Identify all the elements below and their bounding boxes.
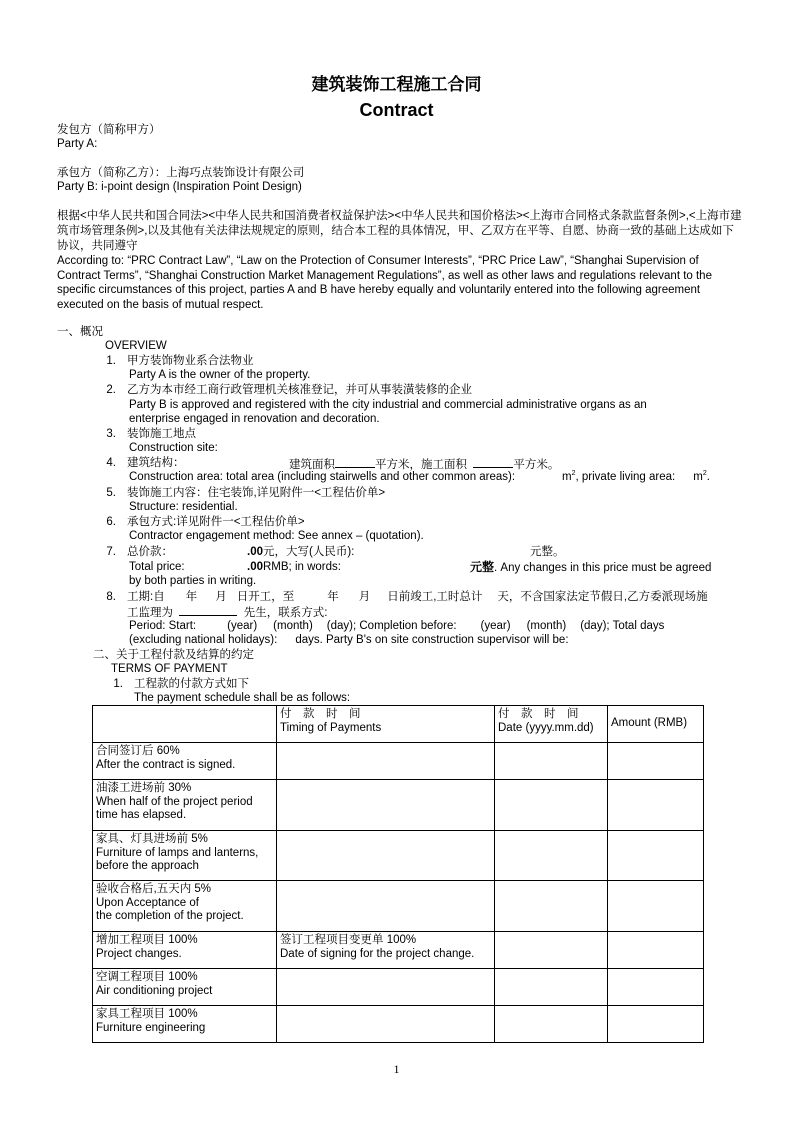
payment-method-en: The payment schedule shall be as follows: bbox=[134, 692, 351, 704]
date-cell[interactable] bbox=[495, 1006, 608, 1043]
stage-cn: 空调工程项目 100% bbox=[96, 971, 198, 983]
item-number: 3. bbox=[106, 428, 116, 440]
item8-en-line1 bbox=[129, 619, 664, 633]
item-number: 8. bbox=[106, 591, 116, 603]
stage-cell bbox=[93, 881, 277, 932]
amount-cell[interactable] bbox=[608, 932, 704, 969]
stage-cn: 验收合格后,五天内 5% bbox=[96, 883, 212, 895]
payment-method-cn: 工程款的付款方式如下 bbox=[134, 678, 249, 690]
item5-cn: 装饰施工内容：住宅装饰,详见附件一<工程估价单> bbox=[127, 487, 386, 499]
header-timing-en: Timing of Payments bbox=[280, 721, 382, 734]
period: . bbox=[706, 471, 710, 483]
item2-en-line2: enterprise engaged in renovation and decoration. bbox=[129, 413, 380, 425]
stage-cell bbox=[93, 780, 277, 831]
header-timing-cn: 付 款 时 间 bbox=[280, 708, 361, 720]
section1-heading-en: OVERVIEW bbox=[105, 340, 167, 352]
header-amount-cell bbox=[608, 706, 704, 743]
work-area-blank[interactable] bbox=[473, 456, 513, 468]
period-start-label: 工期:自 bbox=[127, 591, 165, 603]
date-cell[interactable] bbox=[495, 932, 608, 969]
item-number: 6. bbox=[106, 516, 116, 528]
yuan-zheng: 元整 bbox=[470, 560, 495, 574]
table-row bbox=[93, 932, 704, 969]
stage-en: After the contract is signed. bbox=[96, 758, 236, 771]
amount-cell[interactable] bbox=[608, 780, 704, 831]
section2-heading-cn: 二、关于工程付款及结算的约定 bbox=[93, 649, 254, 661]
item8-cn-line2 bbox=[127, 604, 327, 620]
table-header-row bbox=[93, 706, 704, 743]
timing-cell[interactable] bbox=[277, 932, 495, 969]
supervisor-en: days. Party B's on site construction supervisor will be: bbox=[295, 634, 569, 646]
header-date-cell bbox=[495, 706, 608, 743]
item7-cn-amount bbox=[247, 545, 354, 559]
stage-en: Furniture of lamps and lanterns, bbox=[96, 846, 259, 859]
year-label: 年 bbox=[185, 591, 198, 603]
amount-cell[interactable] bbox=[608, 831, 704, 881]
item2-cn: 乙方为本市经工商行政管理机关核准登记，并可从事装潢装修的企业 bbox=[127, 384, 472, 396]
item1-en: Party A is the owner of the property. bbox=[129, 369, 311, 381]
item8-en-line2 bbox=[129, 633, 569, 647]
start-label-en: Period: Start: bbox=[129, 620, 197, 632]
completion-en: (day); Completion before: bbox=[326, 620, 457, 632]
stage-cell bbox=[93, 743, 277, 780]
header-stage-cell bbox=[93, 706, 277, 743]
item7-cn-words-label: 元，大写(人民币): bbox=[263, 546, 355, 558]
stage-cn: 合同签订后 60% bbox=[96, 745, 180, 757]
unit-m: m bbox=[562, 471, 572, 483]
item1-cn: 甲方装饰物业系合法物业 bbox=[127, 355, 254, 367]
stage-en: before the approach bbox=[96, 860, 199, 872]
item4-cn-total-label: 建筑面积 bbox=[289, 459, 335, 471]
start-day-label: 日开工，至 bbox=[236, 591, 295, 603]
amount-cell[interactable] bbox=[608, 881, 704, 932]
holidays-en: (excluding national holidays): bbox=[129, 634, 278, 646]
header-date-en: Date (yyyy.mm.dd) bbox=[498, 721, 594, 734]
table-row bbox=[93, 831, 704, 881]
month-label: 月 bbox=[215, 591, 227, 603]
header-timing-cell bbox=[277, 706, 495, 743]
legal-basis-en: According to: “PRC Contract Law”, “Law on the Protection of Consumer Interests”, “PRC Price Law”, “Shanghai Supervision of Contract Terms”, “Shanghai Construction Market Management Regulations”, as well as other laws and regulations relevant to the specific circumstances of this project, parties A and B have hereby equally and voluntarily entered into the following agreement executed on the basis of mutual respect. bbox=[57, 255, 712, 311]
amount-cell[interactable] bbox=[608, 969, 704, 1006]
date-cell[interactable] bbox=[495, 780, 608, 831]
year-en: (year) bbox=[227, 620, 258, 632]
payment-schedule-table bbox=[92, 705, 704, 1043]
unit-sup: 2 bbox=[571, 470, 576, 477]
date-cell[interactable] bbox=[495, 881, 608, 932]
item7-en-writing: by both parties in writing. bbox=[129, 575, 257, 587]
timing-cn: 签订工程项目变更单 100% bbox=[280, 934, 417, 946]
completion-label: 日前竣工,工时总计 bbox=[387, 591, 483, 603]
header-date-cn: 付 款 时 间 bbox=[498, 708, 579, 720]
table-row bbox=[93, 780, 704, 831]
item-number: 4. bbox=[106, 457, 116, 469]
stage-cell bbox=[93, 831, 277, 881]
stage-en: When half of the project period bbox=[96, 795, 253, 808]
days-supervisor-label: 天，不含国家法定节假日,乙方委派现场施 bbox=[497, 591, 708, 603]
item8-cn-line1 bbox=[127, 590, 708, 604]
date-cell[interactable] bbox=[495, 831, 608, 881]
document-title-en: Contract bbox=[359, 100, 434, 120]
amount-decimal: .00 bbox=[247, 561, 263, 573]
date-cell[interactable] bbox=[495, 743, 608, 780]
timing-cell[interactable] bbox=[277, 1006, 495, 1043]
stage-en: Project changes. bbox=[96, 947, 182, 960]
timing-en: Date of signing for the project change. bbox=[280, 947, 475, 960]
stage-en: time has elapsed. bbox=[96, 809, 187, 821]
timing-cell[interactable] bbox=[277, 831, 495, 881]
year-label: 年 bbox=[327, 591, 339, 603]
party-a-cn: 发包方（简称甲方） bbox=[57, 124, 161, 136]
timing-cell[interactable] bbox=[277, 881, 495, 932]
item7-en-amount bbox=[247, 560, 341, 574]
item7-en-label: Total price: bbox=[129, 561, 185, 573]
item-number: 2. bbox=[106, 384, 116, 396]
stage-cell bbox=[93, 932, 277, 969]
amount-decimal: .00 bbox=[247, 546, 263, 558]
stage-en: the completion of the project. bbox=[96, 910, 244, 922]
item3-cn: 装饰施工地点 bbox=[127, 428, 196, 440]
item2-en-line1: Party B is approved and registered with the city industrial and commercial administrative organs as an bbox=[129, 399, 647, 411]
total-days-en: (day); Total days bbox=[580, 620, 665, 632]
supervisor-label: 工监理为 bbox=[127, 607, 173, 619]
item6-cn: 承包方式:详见附件一<工程估价单> bbox=[127, 516, 305, 528]
party-b-cn: 承包方（简称乙方）：上海巧点装饰设计有限公司 bbox=[57, 167, 305, 179]
timing-cell[interactable] bbox=[277, 780, 495, 831]
party-a-en: Party A: bbox=[57, 138, 98, 150]
timing-cell[interactable] bbox=[277, 743, 495, 780]
amount-cell[interactable] bbox=[608, 1006, 704, 1043]
item4-cn-unit: 平方米。 bbox=[513, 459, 560, 471]
header-amount: Amount (RMB) bbox=[611, 717, 688, 730]
month-label: 月 bbox=[358, 591, 371, 603]
item4-cn-work-label: 平方米，施工面积 bbox=[375, 459, 467, 471]
item7-cn-yuan: 元整。 bbox=[530, 546, 565, 558]
stage-cn: 家具、灯具进场前 5% bbox=[96, 833, 208, 845]
table-row bbox=[93, 881, 704, 932]
item-number: 1. bbox=[106, 355, 116, 367]
document-title-cn: 建筑装饰工程施工合同 bbox=[311, 75, 482, 94]
legal-basis-cn: 根据<中华人民共和国合同法><中华人民共和国消费者权益保护法><中华人民共和国价格法><上海市合同格式条款监督条例>,<上海市建筑市场管理条例>,以及其他有关法律法规规定的原则，结合本工程的具体情况，甲、乙双方在平等、自愿、协商一致的基础上达成如下协议，共同遵守 bbox=[57, 210, 742, 252]
item6-en: Contractor engagement method: See annex – (quotation). bbox=[129, 530, 424, 542]
stage-cn: 油漆工进场前 30% bbox=[96, 782, 192, 794]
page-number: 1 bbox=[393, 1062, 400, 1076]
section1-heading-cn: 一、概况 bbox=[57, 326, 103, 338]
stage-cn: 家具工程项目 100% bbox=[96, 1008, 198, 1020]
month-en: (month) bbox=[526, 620, 567, 632]
item3-en: Construction site: bbox=[129, 442, 218, 454]
table-row bbox=[93, 743, 704, 780]
date-cell[interactable] bbox=[495, 969, 608, 1006]
unit-m: m bbox=[693, 471, 703, 483]
party-b-en: Party B: i-point design (Inspiration Point Design) bbox=[57, 181, 302, 193]
stage-en: Furniture engineering bbox=[96, 1021, 206, 1034]
amount-cell[interactable] bbox=[608, 743, 704, 780]
stage-cn: 增加工程项目 100% bbox=[96, 934, 198, 946]
item4-en-total: Construction area: total area (including stairwells and other common areas): bbox=[129, 471, 516, 483]
table-row bbox=[93, 1006, 704, 1043]
section2-heading-en: TERMS OF PAYMENT bbox=[111, 663, 228, 675]
unit-sup: 2 bbox=[702, 470, 707, 477]
item7-en-changes bbox=[470, 560, 711, 575]
item5-en: Structure: residential. bbox=[129, 501, 238, 513]
sub-item-number: 1. bbox=[113, 678, 123, 690]
changes-text: . Any changes in this price must be agreed bbox=[494, 562, 712, 574]
item7-cn-label: 总价款： bbox=[127, 546, 173, 558]
year-en: (year) bbox=[480, 620, 511, 632]
supervisor-name-blank[interactable] bbox=[179, 604, 237, 616]
month-en: (month) bbox=[273, 620, 313, 632]
stage-en: Upon Acceptance of bbox=[96, 896, 199, 909]
total-area-blank[interactable] bbox=[335, 456, 375, 468]
item4-en-private: , private living area: bbox=[575, 471, 676, 483]
item-number: 5. bbox=[106, 487, 116, 499]
stage-en: Air conditioning project bbox=[96, 984, 213, 997]
table-row bbox=[93, 969, 704, 1006]
item4-en-units bbox=[562, 470, 710, 484]
timing-cell[interactable] bbox=[277, 969, 495, 1006]
item4-cn-structure: 建筑结构： bbox=[127, 457, 185, 469]
item7-en-words-label: RMB; in words: bbox=[263, 561, 341, 573]
stage-cell bbox=[93, 1006, 277, 1043]
stage-cell bbox=[93, 969, 277, 1006]
item-number: 7. bbox=[106, 546, 116, 558]
contact-label: 先生，联系方式: bbox=[243, 607, 328, 619]
